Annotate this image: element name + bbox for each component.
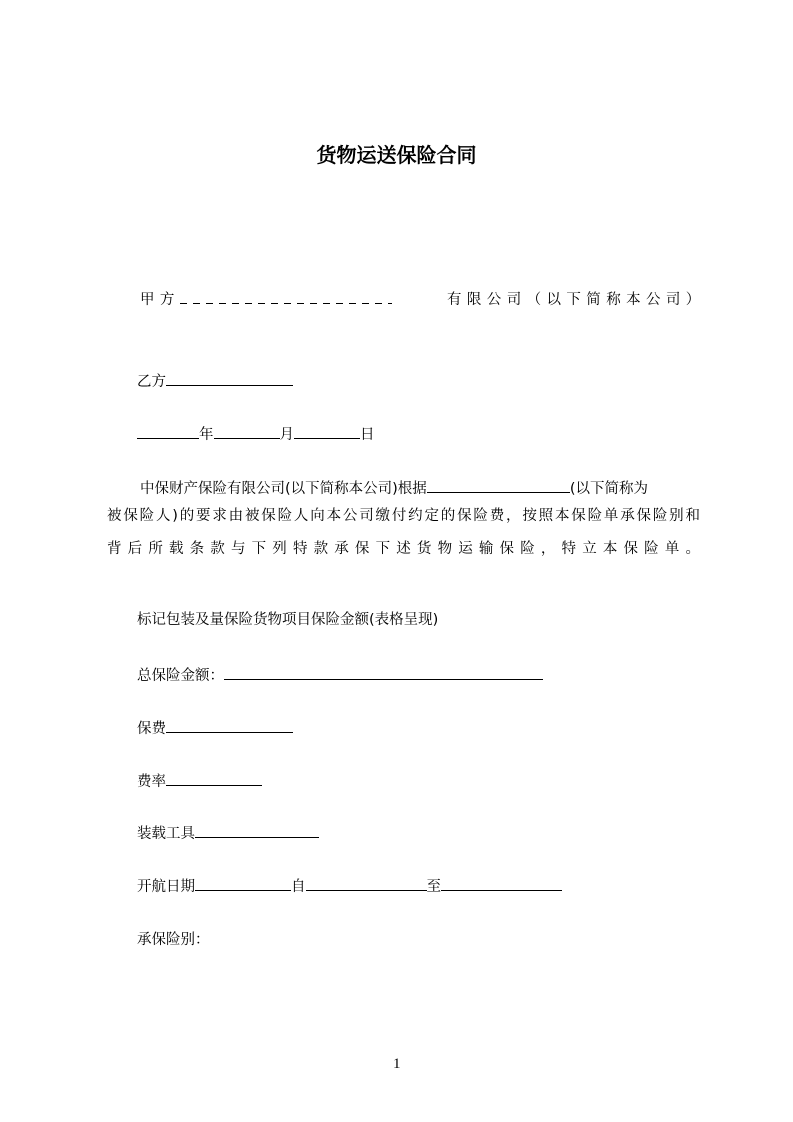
to-blank[interactable]: [441, 876, 562, 891]
party-a-blank[interactable]: [180, 290, 392, 304]
sail-date-blank[interactable]: [195, 876, 291, 891]
year-blank[interactable]: [137, 424, 199, 439]
premium-label: 保费: [137, 721, 166, 737]
paragraph-text: (以下简称为: [569, 481, 648, 497]
to-label: 至: [426, 879, 441, 895]
month-label: 月: [279, 427, 294, 443]
day-blank[interactable]: [294, 424, 360, 439]
party-a-suffix: 有限公司（以下简称本公司）: [447, 292, 706, 308]
page-number: 1: [393, 1056, 401, 1072]
total-amount-line: [137, 665, 543, 686]
from-label: 自: [291, 879, 306, 895]
total-amount-label: 总保险金额：: [137, 668, 224, 684]
coverage-label: 承保险别：: [137, 932, 210, 948]
year-label: 年: [199, 427, 214, 443]
paragraph-text: 中保财产保险有限公司(以下简称本公司)根据: [140, 481, 427, 497]
party-b-line: [137, 371, 293, 392]
rate-blank[interactable]: [166, 771, 262, 786]
document-title: 货物运送保险合同: [316, 143, 477, 167]
party-b-blank[interactable]: [166, 371, 293, 386]
paragraph-line-2: 被保险人)的要求由被保险人向本公司缴付约定的保险费，按照本保险单承保险别和: [107, 508, 700, 524]
month-blank[interactable]: [214, 424, 280, 439]
date-line: [137, 424, 375, 445]
paragraph-line-1: [140, 478, 648, 499]
day-label: 日: [360, 427, 375, 443]
from-blank[interactable]: [306, 876, 427, 891]
sail-date-label: 开航日期: [137, 879, 195, 895]
party-a-label: 甲方: [140, 292, 180, 308]
vehicle-blank[interactable]: [195, 823, 319, 838]
table-note: 标记包装及量保险货物项目保险金额(表格呈现): [137, 612, 439, 628]
sail-date-line: [137, 876, 562, 897]
premium-line: [137, 718, 293, 739]
premium-blank[interactable]: [166, 718, 293, 733]
party-a-line: [140, 290, 392, 310]
total-amount-blank[interactable]: [224, 665, 543, 680]
paragraph-line-3: 背后所载条款与下列特款承保下述货物运输保险，特立本保险单。: [107, 541, 700, 557]
rate-label: 费率: [137, 774, 166, 790]
vehicle-label: 装载工具: [137, 826, 195, 842]
insured-blank[interactable]: [427, 478, 570, 493]
vehicle-line: [137, 823, 319, 844]
rate-line: [137, 771, 262, 792]
party-b-label: 乙方: [137, 374, 166, 390]
